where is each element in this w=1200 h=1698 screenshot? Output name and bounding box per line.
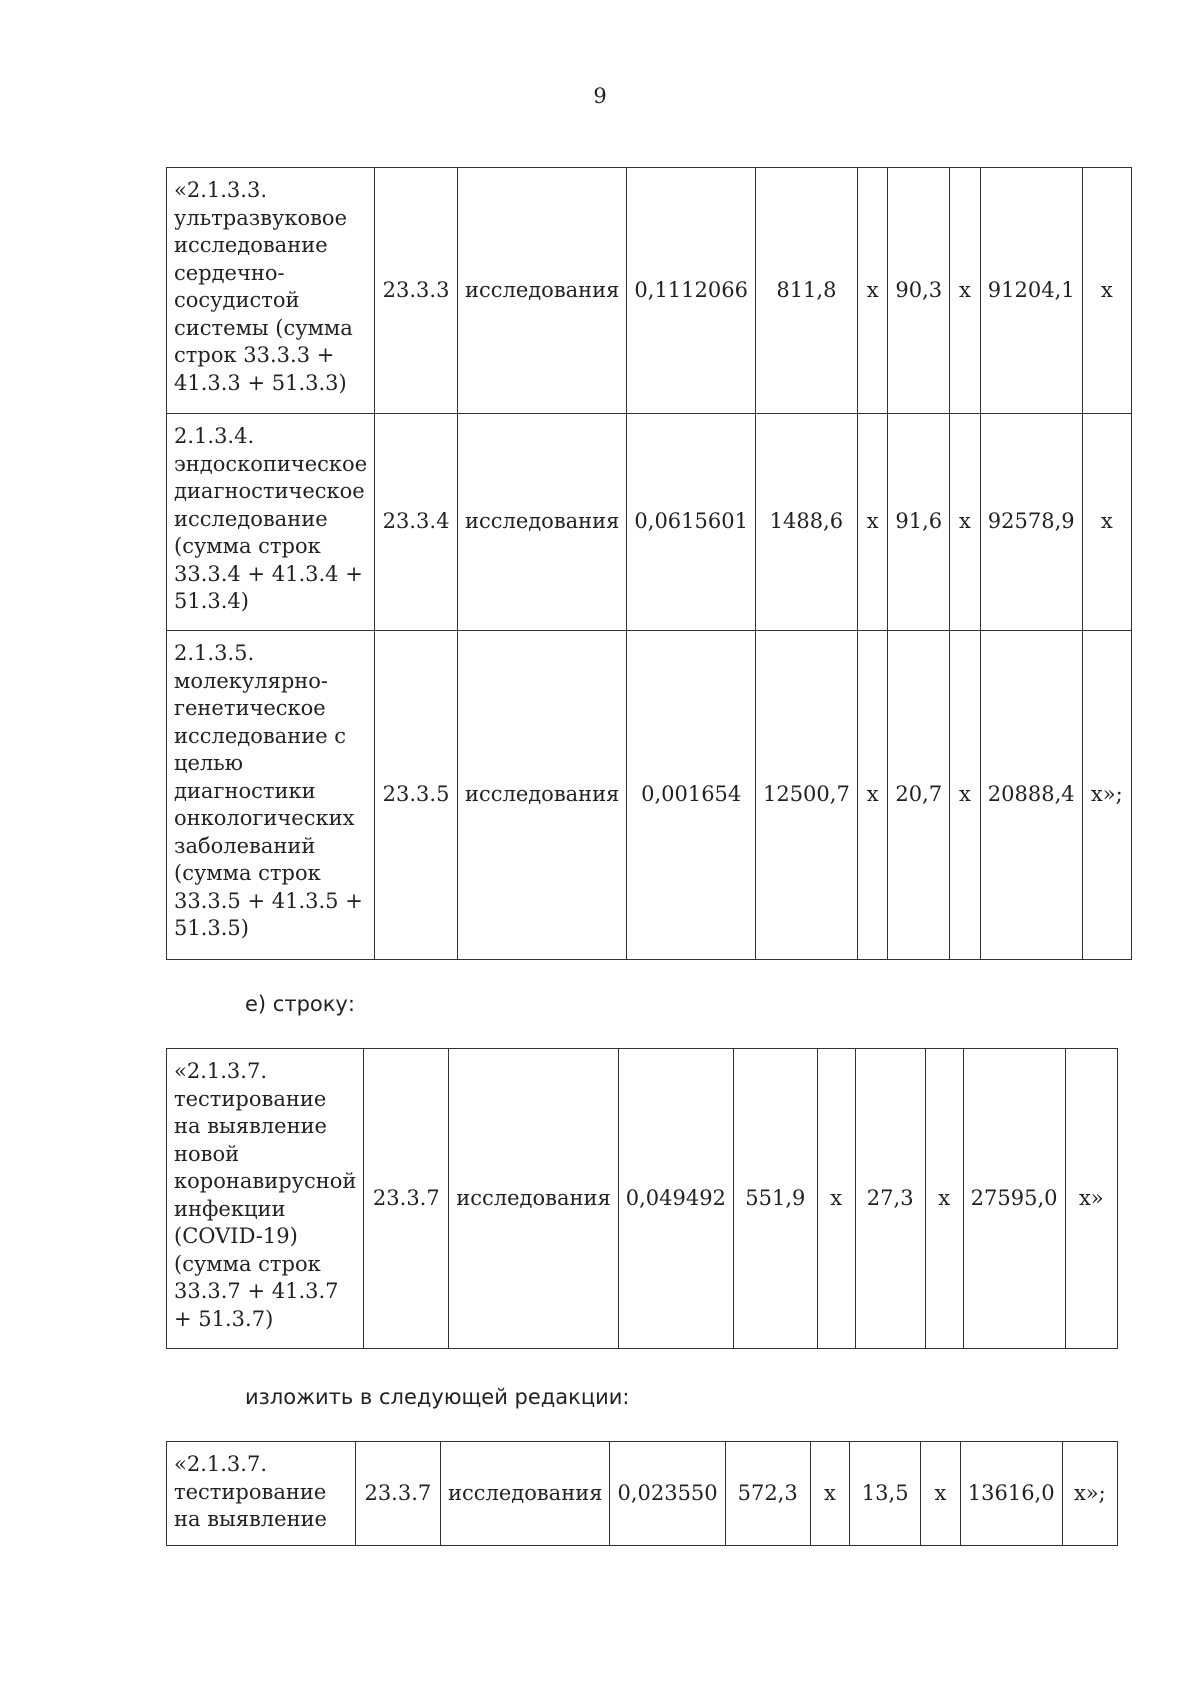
row-volume-cell: 0,023550 <box>610 1442 725 1546</box>
row-col1-cell: х <box>857 168 888 414</box>
row-cost-cell: 811,8 <box>755 168 857 414</box>
row-cost-cell: 12500,7 <box>755 631 857 960</box>
row-col4-cell: 91204,1 <box>980 168 1082 414</box>
row-name-cell: «2.1.3.7. тестирование на выявление <box>167 1442 356 1546</box>
row-name-cell: «2.1.3.3. ультразвуковое исследование сердечно-сосудистой системы (сумма строк 33.3.3 + 41.3.3 + 51.3.3) <box>167 168 375 414</box>
table-row <box>167 168 1132 414</box>
row-code-cell: 23.3.7 <box>364 1049 449 1349</box>
row-col4-cell: 27595,0 <box>963 1049 1065 1349</box>
row-code-cell: 23.3.5 <box>375 631 458 960</box>
row-col2-cell: 20,7 <box>888 631 950 960</box>
row-col5-cell: х <box>1082 414 1131 631</box>
row-unit-cell: исследования <box>457 631 626 960</box>
row-col1-cell: х <box>817 1049 855 1349</box>
row-col3-cell: х <box>921 1442 960 1546</box>
row-cost-cell: 551,9 <box>733 1049 817 1349</box>
row-col4-cell: 92578,9 <box>980 414 1082 631</box>
row-col5-cell: х»; <box>1062 1442 1117 1546</box>
row-volume-cell: 0,0615601 <box>627 414 756 631</box>
row-volume-cell: 0,001654 <box>627 631 756 960</box>
row-volume-cell: 0,1112066 <box>627 168 756 414</box>
row-unit-cell: исследования <box>457 168 626 414</box>
row-col2-cell: 27,3 <box>855 1049 925 1349</box>
row-code-cell: 23.3.3 <box>375 168 458 414</box>
paragraph-line-2: изложить в следующей редакции: <box>245 1385 630 1409</box>
row-col2-cell: 91,6 <box>888 414 950 631</box>
row-col3-cell: х <box>925 1049 963 1349</box>
row-name-cell: 2.1.3.4. эндоскопическое диагностическое исследование (сумма строк 33.3.4 + 41.3.4 + 51.3.4) <box>167 414 375 631</box>
table-3 <box>166 1441 1118 1546</box>
row-col3-cell: х <box>950 414 981 631</box>
page-number: 9 <box>593 84 607 108</box>
table-row <box>167 1442 1118 1546</box>
row-volume-cell: 0,049492 <box>618 1049 733 1349</box>
table-row <box>167 631 1132 960</box>
row-cost-cell: 572,3 <box>725 1442 810 1546</box>
row-unit-cell: исследования <box>441 1442 610 1546</box>
row-col1-cell: х <box>857 414 888 631</box>
row-col5-cell: х <box>1082 168 1131 414</box>
row-name-cell: 2.1.3.5. молекулярно-генетическое исследование с целью диагностики онкологических заболеваний (сумма строк 33.3.5 + 41.3.5 + 51.3.5) <box>167 631 375 960</box>
row-unit-cell: исследования <box>449 1049 618 1349</box>
table-1 <box>166 167 1132 960</box>
row-cost-cell: 1488,6 <box>755 414 857 631</box>
paragraph-line-1: е) строку: <box>245 992 355 1016</box>
row-col5-cell: х» <box>1065 1049 1117 1349</box>
row-col3-cell: х <box>950 168 981 414</box>
row-col2-cell: 13,5 <box>850 1442 921 1546</box>
row-col2-cell: 90,3 <box>888 168 950 414</box>
table-row <box>167 414 1132 631</box>
row-col4-cell: 20888,4 <box>980 631 1082 960</box>
row-col1-cell: х <box>857 631 888 960</box>
row-col5-cell: х»; <box>1082 631 1131 960</box>
row-code-cell: 23.3.7 <box>355 1442 440 1546</box>
table-row <box>167 1049 1118 1349</box>
row-unit-cell: исследования <box>457 414 626 631</box>
row-col3-cell: х <box>950 631 981 960</box>
row-code-cell: 23.3.4 <box>375 414 458 631</box>
table-2 <box>166 1048 1118 1349</box>
row-name-cell: «2.1.3.7. тестирование на выявление новой коронавирусной инфекции (COVID-19) (сумма строк 33.3.7 + 41.3.7 + 51.3.7) <box>167 1049 364 1349</box>
row-col4-cell: 13616,0 <box>960 1442 1062 1546</box>
row-col1-cell: х <box>810 1442 849 1546</box>
